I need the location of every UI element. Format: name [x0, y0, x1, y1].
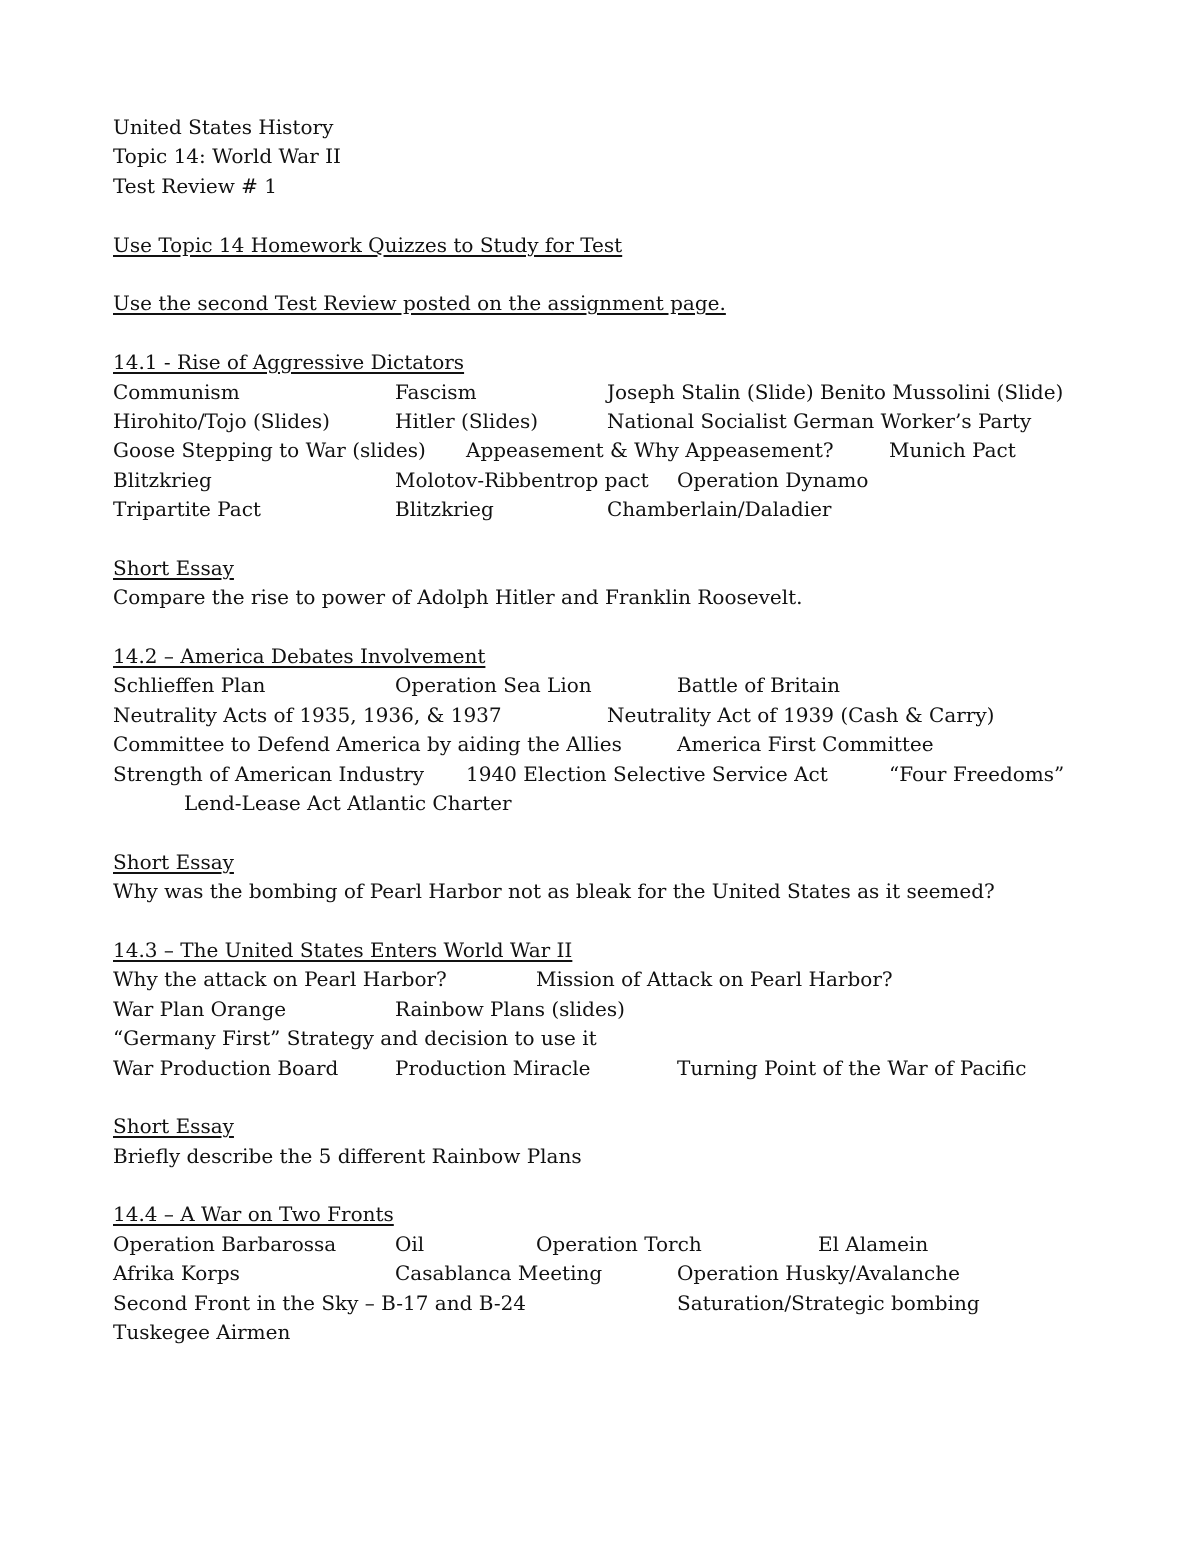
- term: Blitzkrieg: [113, 467, 212, 492]
- term: Second Front in the Sky – B-17 and B-24: [113, 1290, 527, 1315]
- term: El Alamein: [818, 1231, 929, 1256]
- term-row: [113, 436, 1113, 465]
- term: Afrika Korps: [113, 1261, 240, 1286]
- short-essay-prompt: Why was the bombing of Pearl Harbor not as bleak for the United States as it seemed?: [113, 879, 995, 904]
- term: Committee to Defend America by aiding the Allies: [113, 732, 622, 757]
- short-essay-prompt: Briefly describe the 5 different Rainbow Plans: [113, 1143, 582, 1168]
- term-row: [113, 378, 1113, 407]
- section-14-4-heading: 14.4 – A War on Two Fronts: [113, 1202, 394, 1227]
- term-row: [113, 701, 1113, 730]
- section-14-2-heading: 14.2 – America Debates Involvement: [113, 644, 486, 669]
- term: Fascism: [395, 379, 477, 404]
- short-essay-heading: Short Essay: [113, 849, 234, 874]
- term: Operation Dynamo: [677, 467, 869, 492]
- course-title: United States History: [113, 115, 334, 139]
- term-row: [113, 730, 1113, 759]
- short-essay-heading: Short Essay: [113, 555, 234, 580]
- section-14-1-heading: 14.1 - Rise of Aggressive Dictators: [113, 350, 465, 375]
- term-row: [113, 1318, 1113, 1347]
- term: Appeasement & Why Appeasement?: [466, 438, 834, 463]
- term: War Plan Orange: [113, 996, 287, 1021]
- term: Goose Stepping to War (slides): [113, 438, 426, 463]
- term: Hirohito/Tojo (Slides): [113, 408, 330, 433]
- term: “Four Freedoms”: [889, 761, 1065, 786]
- term-row: [113, 466, 1113, 495]
- term: Oil: [395, 1231, 425, 1256]
- term: Saturation/Strategic bombing: [677, 1290, 980, 1315]
- review-title: Test Review # 1: [113, 173, 278, 198]
- term: Operation Barbarossa: [113, 1231, 337, 1256]
- term: War Production Board: [113, 1055, 339, 1080]
- term: Operation Husky/Avalanche: [677, 1261, 960, 1286]
- term: Turning Point of the War of Pacific: [677, 1055, 1027, 1080]
- term-row: [113, 671, 1113, 700]
- term: Tuskegee Airmen: [113, 1320, 291, 1345]
- term-row: [113, 1024, 1113, 1053]
- term: Battle of Britain: [677, 673, 840, 698]
- term: 1940 Election Selective Service Act: [466, 761, 828, 786]
- term: Operation Sea Lion: [395, 673, 592, 698]
- term-row: [113, 1230, 1113, 1259]
- short-essay-heading: Short Essay: [113, 1114, 234, 1139]
- term: Why the attack on Pearl Harbor?: [113, 967, 447, 992]
- term: Lend-Lease Act Atlantic Charter: [184, 790, 512, 815]
- term-row: [113, 407, 1113, 436]
- term: Hitler (Slides): [395, 408, 539, 433]
- term: Tripartite Pact: [113, 497, 261, 522]
- term: Neutrality Act of 1939 (Cash & Carry): [607, 702, 995, 727]
- term: “Germany First” Strategy and decision to use it: [113, 1026, 597, 1051]
- term: Casablanca Meeting: [395, 1261, 603, 1286]
- term-row: [113, 995, 1113, 1024]
- term: Production Miracle: [395, 1055, 591, 1080]
- term: Schlieffen Plan: [113, 673, 266, 698]
- instruction-second-review: Use the second Test Review posted on the assignment page.: [113, 291, 726, 316]
- term: Mission of Attack on Pearl Harbor?: [536, 967, 893, 992]
- term: Operation Torch: [536, 1231, 702, 1256]
- term-row: [113, 760, 1113, 789]
- term: Blitzkrieg: [395, 497, 494, 522]
- term-row: [113, 789, 1113, 818]
- section-14-3-heading: 14.3 – The United States Enters World War II: [113, 937, 573, 962]
- term-row: [113, 495, 1113, 524]
- term-row: [113, 1259, 1113, 1288]
- term: Chamberlain/Daladier: [607, 497, 832, 522]
- term: Strength of American Industry: [113, 761, 425, 786]
- topic-title: Topic 14: World War II: [113, 144, 341, 169]
- term: Rainbow Plans (slides): [395, 996, 625, 1021]
- term: Neutrality Acts of 1935, 1936, & 1937: [113, 702, 502, 727]
- term: Molotov-Ribbentrop pact: [395, 467, 649, 492]
- term: Joseph Stalin (Slide) Benito Mussolini (Slide): [607, 379, 1064, 404]
- term-row: [113, 965, 1113, 994]
- document-page: [113, 113, 1113, 1347]
- term: Munich Pact: [889, 438, 1016, 463]
- term-row: [113, 1054, 1113, 1083]
- instruction-quizzes: Use Topic 14 Homework Quizzes to Study for Test: [113, 232, 623, 257]
- term: Communism: [113, 379, 240, 404]
- short-essay-prompt: Compare the rise to power of Adolph Hitler and Franklin Roosevelt.: [113, 585, 803, 610]
- term-row: [113, 1289, 1113, 1318]
- term: America First Committee: [677, 732, 934, 757]
- term: National Socialist German Worker’s Party: [607, 408, 1032, 433]
